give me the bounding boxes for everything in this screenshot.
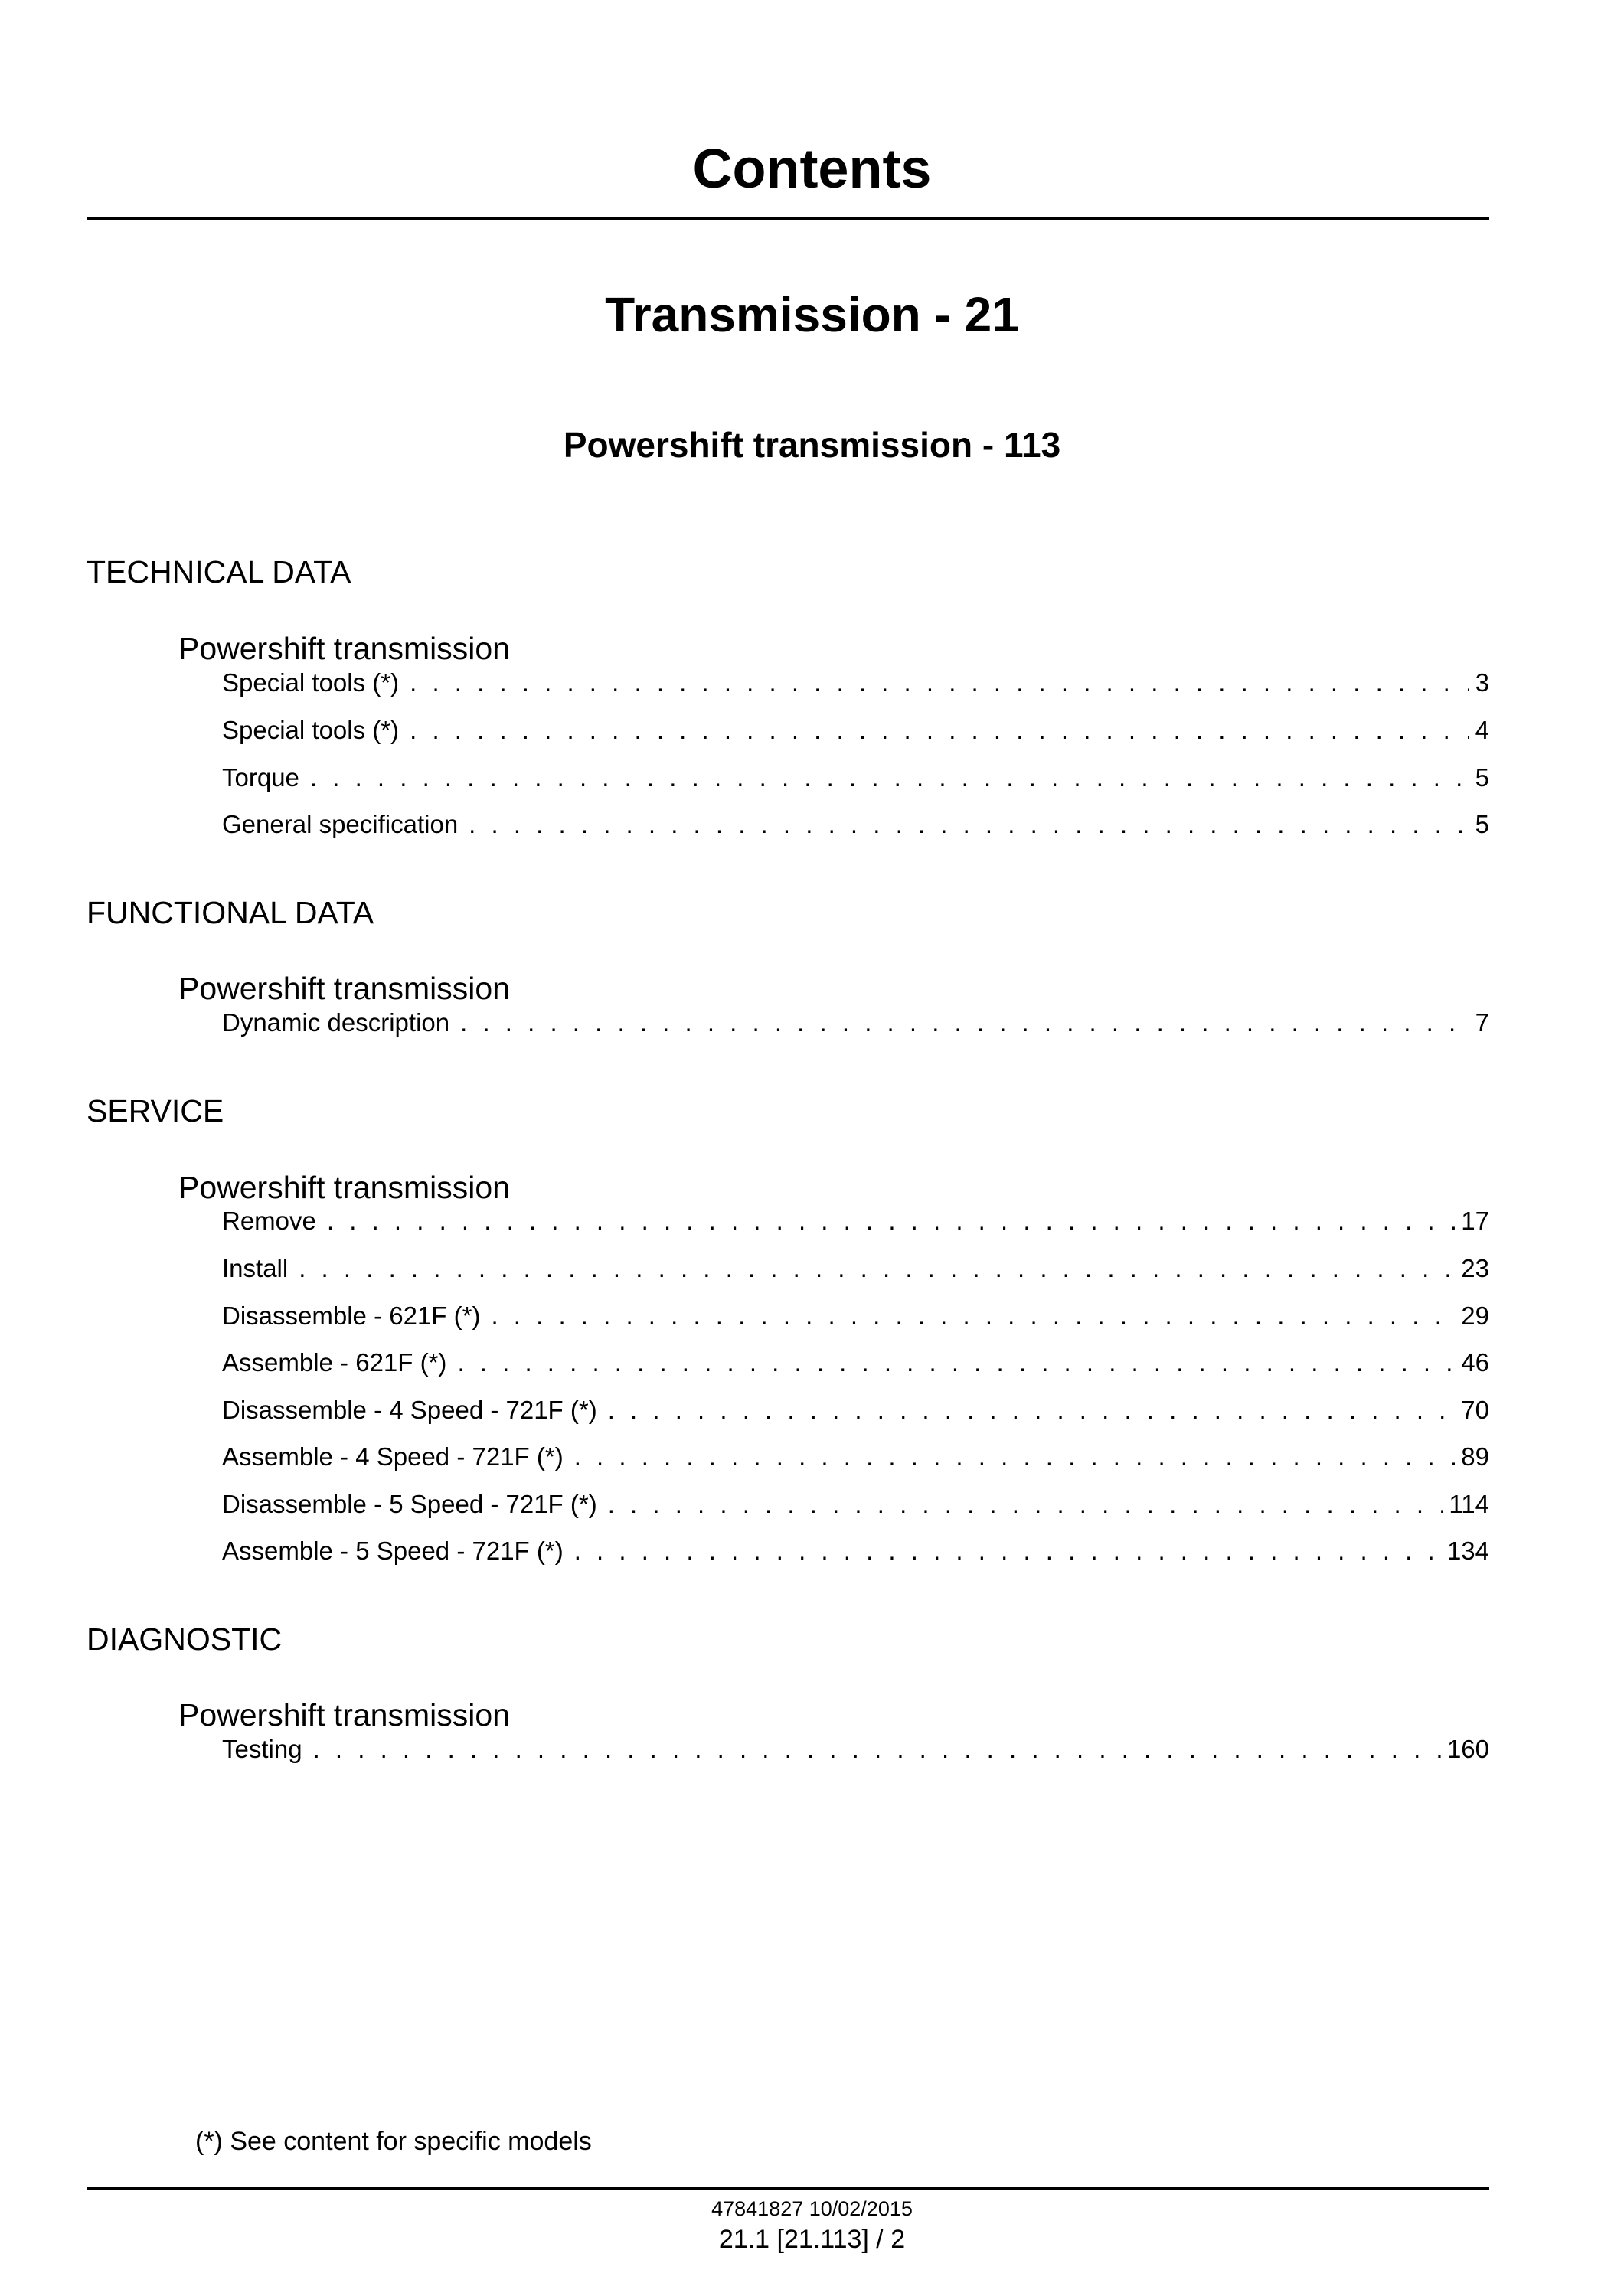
toc-entry[interactable] — [222, 1537, 1489, 1572]
dot-leader — [574, 1537, 1441, 1566]
toc-entry-page[interactable]: 3 — [1475, 668, 1489, 697]
toc-entry-label[interactable]: Assemble - 621F (*) — [222, 1348, 447, 1377]
toc-entry-label[interactable]: General specification — [222, 810, 459, 838]
header-rule — [87, 217, 1489, 220]
dot-leader — [491, 1302, 1455, 1331]
toc-entry-label[interactable]: Testing — [222, 1735, 302, 1763]
footnote: (*) See content for specific models — [195, 2127, 592, 2156]
toc-entry[interactable] — [222, 1302, 1489, 1337]
toc-entry-label[interactable]: Disassemble - 5 Speed - 721F (*) — [222, 1490, 597, 1518]
toc-entry-page[interactable]: 134 — [1446, 1537, 1489, 1565]
toc-entry-page[interactable]: 70 — [1461, 1396, 1489, 1424]
toc-entry[interactable] — [222, 1348, 1489, 1383]
dot-leader — [410, 668, 1469, 697]
toc-entry-label[interactable]: Special tools (*) — [222, 668, 400, 697]
toc-entry-label[interactable]: Assemble - 4 Speed - 721F (*) — [222, 1442, 564, 1471]
toc-entry-page[interactable]: 17 — [1461, 1207, 1489, 1235]
toc-entry[interactable] — [222, 668, 1489, 704]
toc-entry-page[interactable]: 5 — [1475, 763, 1489, 792]
document-id: 47841827 10/02/2015 — [711, 2197, 913, 2220]
dot-leader — [608, 1396, 1456, 1425]
group-heading-diagnostic: DIAGNOSTIC — [87, 1622, 283, 1657]
toc-entry[interactable] — [222, 1008, 1489, 1043]
toc-entry-label[interactable]: Remove — [222, 1207, 316, 1235]
dot-leader — [313, 1735, 1441, 1764]
toc-entry[interactable] — [222, 763, 1489, 799]
dot-leader — [460, 1008, 1469, 1037]
toc-entry-label[interactable]: Install — [222, 1254, 289, 1282]
toc-entry[interactable] — [222, 1490, 1489, 1525]
dot-leader — [310, 763, 1469, 792]
dot-leader — [410, 716, 1469, 745]
toc-entry-label[interactable]: Special tools (*) — [222, 716, 400, 744]
toc-entry[interactable] — [222, 1254, 1489, 1289]
toc-entry-label[interactable]: Assemble - 5 Speed - 721F (*) — [222, 1537, 564, 1565]
toc-entry-page[interactable]: 29 — [1461, 1302, 1489, 1330]
toc-entry-page[interactable]: 89 — [1461, 1442, 1489, 1471]
group-heading-functional-data: FUNCTIONAL DATA — [87, 895, 374, 930]
toc-entry-page[interactable]: 4 — [1475, 716, 1489, 744]
dot-leader — [457, 1348, 1455, 1377]
dot-leader — [327, 1207, 1455, 1236]
toc-entry[interactable] — [222, 1442, 1489, 1478]
toc-entry[interactable] — [222, 1735, 1489, 1770]
toc-entry[interactable] — [222, 810, 1489, 845]
subheading-functional-data: Powershift transmission — [178, 971, 510, 1006]
dot-leader — [574, 1442, 1456, 1471]
chapter-title: Transmission - 21 — [605, 287, 1019, 342]
toc-entry[interactable] — [222, 1207, 1489, 1242]
contents-title: Contents — [692, 139, 932, 200]
subheading-technical-data: Powershift transmission — [178, 631, 510, 666]
subheading-service: Powershift transmission — [178, 1170, 510, 1205]
toc-entry-label[interactable]: Disassemble - 4 Speed - 721F (*) — [222, 1396, 597, 1424]
dot-leader — [608, 1490, 1443, 1519]
section-title: Powershift transmission - 113 — [563, 425, 1061, 465]
toc-entry-page[interactable]: 7 — [1475, 1008, 1489, 1037]
toc-entry-label[interactable]: Dynamic description — [222, 1008, 450, 1037]
page-reference: 21.1 [21.113] / 2 — [718, 2225, 906, 2254]
toc-entry[interactable] — [222, 1396, 1489, 1431]
toc-entry-page[interactable]: 46 — [1461, 1348, 1489, 1377]
toc-entry-page[interactable]: 114 — [1449, 1490, 1489, 1518]
subheading-diagnostic: Powershift transmission — [178, 1697, 510, 1733]
toc-entry-page[interactable]: 160 — [1446, 1735, 1489, 1763]
toc-entry[interactable] — [222, 716, 1489, 751]
group-heading-technical-data: TECHNICAL DATA — [87, 554, 351, 590]
footer-rule — [87, 2187, 1489, 2190]
toc-entry-page[interactable]: 5 — [1475, 810, 1489, 838]
group-heading-service: SERVICE — [87, 1093, 224, 1128]
toc-entry-label[interactable]: Torque — [222, 763, 299, 792]
toc-entry-page[interactable]: 23 — [1461, 1254, 1489, 1282]
dot-leader — [469, 810, 1469, 839]
dot-leader — [299, 1254, 1455, 1283]
toc-entry-label[interactable]: Disassemble - 621F (*) — [222, 1302, 481, 1330]
